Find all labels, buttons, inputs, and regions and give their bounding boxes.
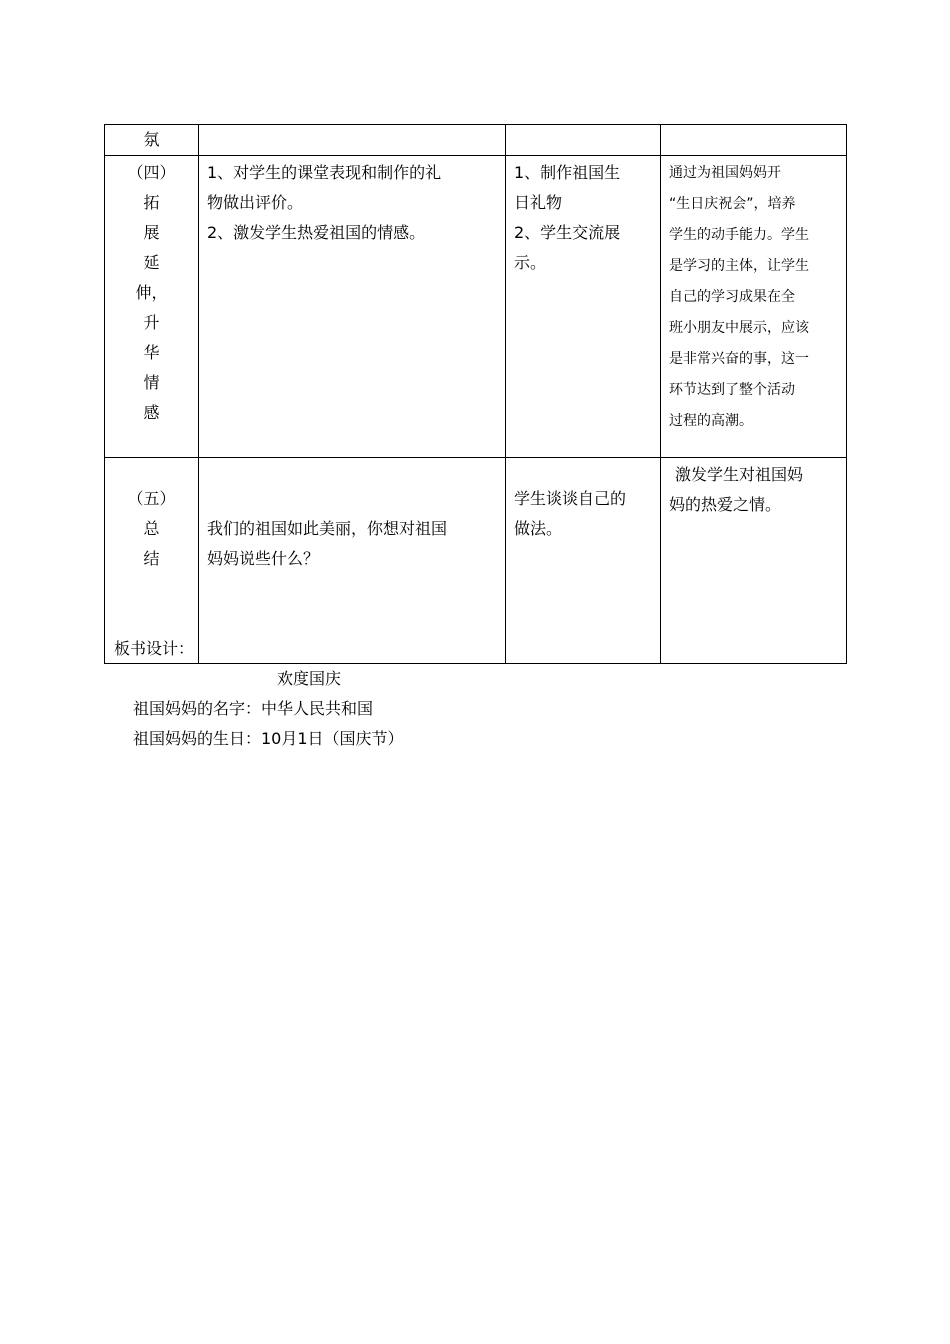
teacher-activity-cell [199, 125, 506, 156]
student-activity-cell [506, 125, 661, 156]
stage-label: 伸， [135, 283, 168, 302]
teacher-activity-cell [199, 156, 506, 458]
student-activity-text: 日礼物 [514, 193, 563, 212]
board-design-title: 欢度国庆 [277, 669, 342, 688]
design-purpose-text: 班小朋友中展示，应该 [669, 320, 809, 336]
design-purpose-text: 妈的热爱之情。 [669, 495, 782, 514]
board-design-item: 祖国妈妈的名字：中华人民共和国 [133, 699, 374, 718]
table-row [105, 156, 847, 458]
student-activity-cell [506, 156, 661, 458]
stage-label: （四） [127, 163, 176, 182]
stage-label: （五） [127, 489, 176, 508]
stage-cell [105, 458, 199, 664]
student-activity-cell [506, 458, 661, 664]
stage-label: 情 [143, 373, 160, 392]
stage-label: 升 [143, 313, 160, 332]
stage-cell [105, 125, 199, 156]
stage-label: 氛 [143, 130, 160, 149]
stage-label: 感 [143, 403, 160, 422]
stage-label: 华 [143, 343, 160, 362]
design-purpose-text: 激发学生对祖国妈 [675, 465, 804, 484]
board-design-heading: 板书设计： [114, 639, 195, 658]
design-purpose-text: 通过为祖国妈妈开 [669, 165, 781, 181]
stage-label: 结 [143, 549, 160, 568]
design-purpose-text: 学生的动手能力。学生 [669, 227, 809, 243]
student-activity-text: 1、制作祖国生 [514, 163, 621, 182]
table-row [105, 458, 847, 664]
stage-label: 总 [143, 519, 160, 538]
teacher-activity-cell [199, 458, 506, 664]
design-purpose-text: “生日庆祝会”，培养 [669, 196, 796, 212]
design-purpose-text: 是非常兴奋的事，这一 [669, 351, 809, 367]
table-row [105, 125, 847, 156]
student-activity-text: 示。 [514, 253, 547, 272]
student-activity-text: 2、学生交流展 [514, 223, 621, 242]
design-purpose-text: 环节达到了整个活动 [669, 382, 795, 398]
design-purpose-text: 是学习的主体，让学生 [669, 258, 809, 274]
design-purpose-cell [661, 458, 847, 664]
design-purpose-text: 自己的学习成果在全 [669, 289, 795, 305]
lesson-plan-table [104, 124, 847, 664]
stage-cell [105, 156, 199, 458]
board-design [114, 634, 404, 754]
board-design-item: 祖国妈妈的生日：10月1日（国庆节） [133, 729, 404, 748]
design-purpose-cell [661, 156, 847, 458]
teacher-activity-text: 妈妈说些什么？ [207, 549, 320, 568]
student-activity-text: 做法。 [514, 519, 563, 538]
stage-label: 延 [143, 253, 160, 272]
design-purpose-text: 过程的高潮。 [669, 413, 753, 429]
teacher-activity-text: 物做出评价。 [207, 193, 304, 212]
design-purpose-cell [661, 125, 847, 156]
teacher-activity-text: 2、激发学生热爱祖国的情感。 [207, 223, 426, 242]
teacher-activity-text: 我们的祖国如此美丽，你想对祖国 [207, 519, 448, 538]
student-activity-text: 学生谈谈自己的 [514, 489, 627, 508]
stage-label: 展 [143, 223, 160, 242]
stage-label: 拓 [143, 193, 160, 212]
teacher-activity-text: 1、对学生的课堂表现和制作的礼 [207, 163, 442, 182]
